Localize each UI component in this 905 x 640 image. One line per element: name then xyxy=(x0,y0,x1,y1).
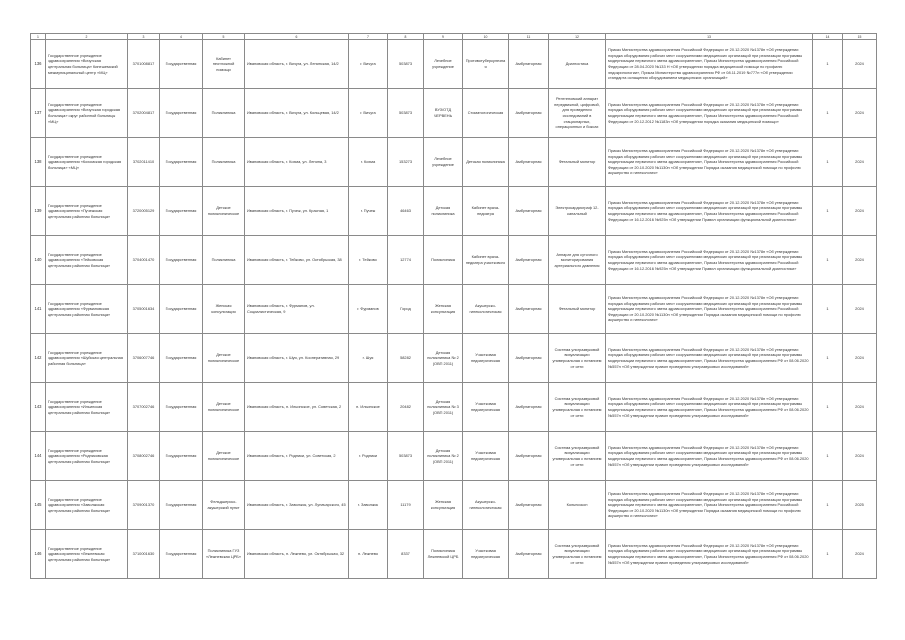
unit-cell: Лечебное учреждение xyxy=(424,40,463,89)
address-cell: Ивановская область, г. Заволжск, ул. Луначарского, 45 xyxy=(245,481,349,530)
profile-cell: Участковая педиатрическая xyxy=(463,334,509,383)
unit-cell: Поликлиника Лежневской ЦРБ xyxy=(424,530,463,579)
equipment-cell: Система ультразвуковой визуализации универсальная с питанием от сети xyxy=(549,530,606,579)
column-number: 4 xyxy=(160,34,203,40)
address-cell: Ивановская область, г. Тейково, ул. Октябрьская, 38 xyxy=(245,236,349,285)
institution-name-cell: Государственное учреждение здравоохранения «Лежневская центральная районная больница» xyxy=(46,530,128,579)
inn-cell: 3710001630 xyxy=(128,530,160,579)
unit-cell: ВУЗ/ОТД ЧЕРВЕНЬ xyxy=(424,89,463,138)
inn-cell: 3702011410 xyxy=(128,138,160,187)
year-cell: 2024 xyxy=(843,89,877,138)
address-cell: Ивановская область, г. Вичуга, ул. Кольцевая, 14/2 xyxy=(245,89,349,138)
row-number-cell: 136 xyxy=(31,40,46,89)
address-cell: Ивановская область, г. Вичуга, ул. Ленинская, 14/2 xyxy=(245,40,349,89)
profile-cell: Участковая педиатрическая xyxy=(463,530,509,579)
institution-name-cell: Государственное учреждение здравоохранения «Пучежская центральная районная больница» xyxy=(46,187,128,236)
settlement-cell: п. Ильинское xyxy=(349,383,388,432)
institution-name-cell: Государственное учреждение здравоохранения «Родниковская центральная районная больница» xyxy=(46,432,128,481)
profile-cell: Стоматологическая xyxy=(463,89,509,138)
column-number: 2 xyxy=(46,34,128,40)
department-kind-cell: Фельдшерско-акушерский пункт xyxy=(203,481,245,530)
inn-cell: 3701008817 xyxy=(128,40,160,89)
ownership-form-cell: Государственная xyxy=(160,285,203,334)
unit-cell: Детская поликлиника xyxy=(424,187,463,236)
year-cell: 2024 xyxy=(843,138,877,187)
equipment-cell: Фетальный монитор xyxy=(549,285,606,334)
care-type-cell: Амбулаторная xyxy=(509,89,549,138)
settlement-cell: г. Вичуга xyxy=(349,40,388,89)
quantity-cell: 1 xyxy=(813,383,843,432)
quantity-cell: 1 xyxy=(813,40,843,89)
equipment-cell: Система ультразвуковой визуализации универсальная с питанием от сети xyxy=(549,383,606,432)
table-row xyxy=(31,432,877,481)
legal-basis-cell: Приказ Министерства здравоохранения Российской Федерации от 20.12.2020 №1378н «Об утверждении порядка оборудования рабочих мест сооружениями медицинских организаций при реализации программы модернизации первичного звена здравоохранения», Приказ Министерства здравоохранения Российской Федерации от 20.12.2012 №1183н «Об утверждении порядка оказания медицинской помощи» xyxy=(606,89,813,138)
care-type-cell: Амбулаторная xyxy=(509,432,549,481)
institution-name-cell: Государственное учреждение здравоохранения «Кохомская городская больница» «МЦ» xyxy=(46,138,128,187)
column-number: 11 xyxy=(509,34,549,40)
address-cell: Ивановская область, г. Шуя, ул. Кооперативная, 29 xyxy=(245,334,349,383)
legal-basis-cell: Приказ Министерства здравоохранения Российской Федерации от 20.12.2020 №1378н «Об утверждении порядка оборудования рабочих мест сооружениями медицинских организаций при реализации программы модернизации первичного звена здравоохранения», Приказ Министерства здравоохранения Российской Федерации от 28.04.2020 №133 Н «Об утверждении порядка медицинской помощи по профилю эндокринологии», Приказ Министерства здравоохранения РФ от 08.11.2019 №777н «Об утверждении стандарта оснащения оборудованием медицинских организаций» xyxy=(606,40,813,89)
quantity-cell: 1 xyxy=(813,89,843,138)
inn-cell: 3706007746 xyxy=(128,334,160,383)
care-type-cell: Амбулаторная xyxy=(509,383,549,432)
table-row xyxy=(31,40,877,89)
table-row xyxy=(31,334,877,383)
year-cell: 2024 xyxy=(843,187,877,236)
legal-basis-cell: Приказ Министерства здравоохранения Российской Федерации от 20.12.2020 №1378н «Об утверждении порядка оборудования рабочих мест сооружениями медицинских организаций при реализации программы модернизации первичного звена здравоохранения», Приказ Министерства здравоохранения Российской Федерации от 20.10.2020 №1130н «Об утверждении Порядка оказания медицинской помощи по профилю акушерство и гинекология» xyxy=(606,481,813,530)
year-cell: 2024 xyxy=(843,432,877,481)
population-cell: 12774 xyxy=(388,236,424,285)
population-cell: Город xyxy=(388,285,424,334)
quantity-cell: 1 xyxy=(813,285,843,334)
population-cell: 153273 xyxy=(388,138,424,187)
table-row xyxy=(31,89,877,138)
column-number: 12 xyxy=(549,34,606,40)
institution-name-cell: Государственное учреждение здравоохранения «Вичугская городская больница» округ районной больницы «МЦ» xyxy=(46,89,128,138)
institution-name-cell: Государственное учреждение здравоохранения «Ильинская центральная районная больница» xyxy=(46,383,128,432)
quantity-cell: 1 xyxy=(813,481,843,530)
equipment-cell: Электрокардиограф 12-канальный xyxy=(549,187,606,236)
profile-cell: Кабинет врача-педиатра участкового xyxy=(463,236,509,285)
table-row xyxy=(31,383,877,432)
address-cell: Ивановская область, г. Родники, ул. Советская, 2 xyxy=(245,432,349,481)
department-kind-cell: Поликлиника ГУЗ «Лежневская ЦРБ» xyxy=(203,530,245,579)
table-row xyxy=(31,285,877,334)
population-cell: 503873 xyxy=(388,40,424,89)
institution-name-cell: Государственное учреждение здравоохранения «Заволжская центральная районная больница» xyxy=(46,481,128,530)
equipment-cell: Диагностика xyxy=(549,40,606,89)
ownership-form-cell: Государственная xyxy=(160,236,203,285)
ownership-form-cell: Государственная xyxy=(160,530,203,579)
year-cell: 2024 xyxy=(843,236,877,285)
column-number: 14 xyxy=(813,34,843,40)
population-cell: 8337 xyxy=(388,530,424,579)
ownership-form-cell: Государственная xyxy=(160,334,203,383)
department-kind-cell: Женская консультация xyxy=(203,285,245,334)
care-type-cell: Амбулаторная xyxy=(509,334,549,383)
legal-basis-cell: Приказ Министерства здравоохранения Российской Федерации от 20.12.2020 №1378н «Об утверждении порядка оборудования рабочих мест сооружениями медицинских организаций при реализации программы модернизации первичного звена здравоохранения», Приказ Министерства здравоохранения РФ от 08.06.2020 №557н «Об утверждении правил проведения ультразвуковых исследований» xyxy=(606,334,813,383)
table-row xyxy=(31,138,877,187)
row-number-cell: 138 xyxy=(31,138,46,187)
quantity-cell: 1 xyxy=(813,138,843,187)
settlement-cell: п. Лежнево xyxy=(349,530,388,579)
address-cell: Ивановская область, г. Кохма, ул. Ленина, 3 xyxy=(245,138,349,187)
population-cell: 503873 xyxy=(388,89,424,138)
equipment-register-table xyxy=(30,33,877,579)
address-cell: Ивановская область, п. Ильинское, ул. Советская, 2 xyxy=(245,383,349,432)
care-type-cell: Амбулаторная xyxy=(509,40,549,89)
year-cell: 2024 xyxy=(843,530,877,579)
ownership-form-cell: Государственная xyxy=(160,481,203,530)
year-cell: 2024 xyxy=(843,334,877,383)
ownership-form-cell: Государственная xyxy=(160,187,203,236)
legal-basis-cell: Приказ Министерства здравоохранения Российской Федерации от 20.12.2020 №1378н «Об утверждении порядка оборудования рабочих мест сооружениями медицинских организаций при реализации программы модернизации первичного звена здравоохранения», Приказ Министерства здравоохранения Российской Федерации от 20.10.2020 №1130н «Об утверждении Порядка оказания медицинской помощи по профилю акушерство и гинекология» xyxy=(606,285,813,334)
row-number-cell: 142 xyxy=(31,334,46,383)
department-kind-cell: Детское поликлиническое xyxy=(203,383,245,432)
quantity-cell: 1 xyxy=(813,530,843,579)
equipment-cell: Система ультразвуковой визуализации универсальная с питанием от сети xyxy=(549,334,606,383)
equipment-cell: Фетальный монитор xyxy=(549,138,606,187)
equipment-cell: Рентгеновский аппарат передвижной, цифровой, для проведения исследований в стационарных, операционных и боксах xyxy=(549,89,606,138)
profile-cell: Акушерско-гинекологическая xyxy=(463,285,509,334)
profile-cell: Детская поликлиника xyxy=(463,138,509,187)
row-number-cell: 146 xyxy=(31,530,46,579)
department-kind-cell: Детское поликлиническое xyxy=(203,432,245,481)
settlement-cell: г. Фурманов xyxy=(349,285,388,334)
care-type-cell: Амбулаторная xyxy=(509,285,549,334)
table-row xyxy=(31,481,877,530)
ownership-form-cell: Государственная xyxy=(160,383,203,432)
inn-cell: 3708002746 xyxy=(128,432,160,481)
settlement-cell: г. Шуя xyxy=(349,334,388,383)
legal-basis-cell: Приказ Министерства здравоохранения Российской Федерации от 20.12.2020 №1378н «Об утверждении порядка оборудования рабочих мест сооружениями медицинских организаций при реализации программы модернизации первичного звена здравоохранения», Приказ Министерства здравоохранения Российской Федерации от 20.10.2020 №1130н «Об утверждении Порядка оказания медицинской помощи по профилю акушерство и гинекология» xyxy=(606,138,813,187)
unit-cell: Лечебное учреждение xyxy=(424,138,463,187)
profile-cell: Кабинет врача-педиатра xyxy=(463,187,509,236)
profile-cell: Участковая педиатрическая xyxy=(463,432,509,481)
row-number-cell: 144 xyxy=(31,432,46,481)
column-number: 9 xyxy=(424,34,463,40)
row-number-cell: 137 xyxy=(31,89,46,138)
settlement-cell: г. Заволжск xyxy=(349,481,388,530)
legal-basis-cell: Приказ Министерства здравоохранения Российской Федерации от 20.12.2020 №1378н «Об утверждении порядка оборудования рабочих мест сооружениями медицинских организаций при реализации программы модернизации первичного звена здравоохранения», Приказ Министерства здравоохранения РФ от 08.06.2020 №557н «Об утверждении правил проведения ультразвуковых исследований» xyxy=(606,530,813,579)
address-cell: Ивановская область, г. Пучеж, ул. Красная, 1 xyxy=(245,187,349,236)
care-type-cell: Амбулаторная xyxy=(509,236,549,285)
inn-cell: 3720005129 xyxy=(128,187,160,236)
legal-basis-cell: Приказ Министерства здравоохранения Российской Федерации от 20.12.2020 №1378н «Об утверждении порядка оборудования рабочих мест сооружениями медицинских организаций при реализации программы модернизации первичного звена здравоохранения», Приказ Министерства здравоохранения РФ от 08.06.2020 №557н «Об утверждении правил проведения ультразвуковых исследований» xyxy=(606,383,813,432)
population-cell: 20482 xyxy=(388,383,424,432)
equipment-cell: Кольпоскоп xyxy=(549,481,606,530)
year-cell: 2024 xyxy=(843,40,877,89)
column-number: 1 xyxy=(31,34,46,40)
row-number-cell: 140 xyxy=(31,236,46,285)
institution-name-cell: Государственное учреждение здравоохранения «Фурмановская центральная районная больница» xyxy=(46,285,128,334)
unit-cell: Женская консультация xyxy=(424,481,463,530)
settlement-cell: г. Кохма xyxy=(349,138,388,187)
department-kind-cell: Поликлиника xyxy=(203,89,245,138)
care-type-cell: Амбулаторная xyxy=(509,187,549,236)
ownership-form-cell: Государственная xyxy=(160,40,203,89)
ownership-form-cell: Государственная xyxy=(160,138,203,187)
year-cell: 2025 xyxy=(843,481,877,530)
population-cell: 46463 xyxy=(388,187,424,236)
column-number: 6 xyxy=(245,34,349,40)
care-type-cell: Амбулаторная xyxy=(509,138,549,187)
inn-cell: 3702004817 xyxy=(128,89,160,138)
legal-basis-cell: Приказ Министерства здравоохранения Российской Федерации от 20.12.2020 №1378н «Об утверждении порядка оборудования рабочих мест сооружениями медицинских организаций при реализации программы модернизации первичного звена здравоохранения», Приказ Министерства здравоохранения РФ от 08.06.2020 №557н «Об утверждении правил проведения ультразвуковых исследований» xyxy=(606,432,813,481)
column-number: 3 xyxy=(128,34,160,40)
address-cell: Ивановская область, п. Лежнево, ул. Октябрьская, 32 xyxy=(245,530,349,579)
column-number: 8 xyxy=(388,34,424,40)
table-row xyxy=(31,236,877,285)
row-number-cell: 143 xyxy=(31,383,46,432)
inn-cell: 3707002746 xyxy=(128,383,160,432)
row-number-cell: 145 xyxy=(31,481,46,530)
inn-cell: 3709001370 xyxy=(128,481,160,530)
population-cell: 503873 xyxy=(388,432,424,481)
settlement-cell: г. Тейково xyxy=(349,236,388,285)
settlement-cell: г. Родники xyxy=(349,432,388,481)
unit-cell: Детская поликлиника № 3 (ОВП 2011) xyxy=(424,383,463,432)
table-row xyxy=(31,187,877,236)
quantity-cell: 1 xyxy=(813,334,843,383)
care-type-cell: Амбулаторная xyxy=(509,530,549,579)
legal-basis-cell: Приказ Министерства здравоохранения Российской Федерации от 20.12.2020 №1378н «Об утверждении порядка оборудования рабочих мест сооружениями медицинских организаций при реализации программы модернизации первичного звена здравоохранения», Приказ Министерства здравоохранения Российской Федерации от 16.12.2016 №925н «Об утверждении Правил организации функциональной диагностики» xyxy=(606,187,813,236)
inn-cell: 3705001634 xyxy=(128,285,160,334)
unit-cell: Детская поликлиника № 2 (ОВП 2011) xyxy=(424,334,463,383)
column-number: 10 xyxy=(463,34,509,40)
department-kind-cell: Поликлиника xyxy=(203,236,245,285)
inn-cell: 3704001470 xyxy=(128,236,160,285)
department-kind-cell: Детское поликлиническое xyxy=(203,187,245,236)
column-number: 13 xyxy=(606,34,813,40)
column-number: 15 xyxy=(843,34,877,40)
address-cell: Ивановская область, г. Фурманов, ул. Социалистическая, 9 xyxy=(245,285,349,334)
unit-cell: Поликлиника xyxy=(424,236,463,285)
institution-name-cell: Государственное учреждение здравоохранения «Тейковская центральная районная больница» xyxy=(46,236,128,285)
population-cell: 58282 xyxy=(388,334,424,383)
department-kind-cell: Кабинет неотложной помощи xyxy=(203,40,245,89)
settlement-cell: г. Пучеж xyxy=(349,187,388,236)
quantity-cell: 1 xyxy=(813,187,843,236)
unit-cell: Женская консультация xyxy=(424,285,463,334)
quantity-cell: 1 xyxy=(813,432,843,481)
equipment-cell: Аппарат для суточного мониторирования артериального давления xyxy=(549,236,606,285)
row-number-cell: 141 xyxy=(31,285,46,334)
profile-cell: Участковая педиатрическая xyxy=(463,383,509,432)
institution-name-cell: Государственное учреждение здравоохранения «Вичугская центральная больница» Кинешемский межмуниципальный центр «МЦ» xyxy=(46,40,128,89)
ownership-form-cell: Государственная xyxy=(160,89,203,138)
unit-cell: Детская поликлиника № 2 (ОВП 2011) xyxy=(424,432,463,481)
settlement-cell: г. Вичуга xyxy=(349,89,388,138)
department-kind-cell: Поликлиника xyxy=(203,138,245,187)
department-kind-cell: Детское поликлиническое xyxy=(203,334,245,383)
care-type-cell: Амбулаторная xyxy=(509,481,549,530)
column-number: 5 xyxy=(203,34,245,40)
table-row xyxy=(31,530,877,579)
population-cell: 11179 xyxy=(388,481,424,530)
quantity-cell: 1 xyxy=(813,236,843,285)
ownership-form-cell: Государственная xyxy=(160,432,203,481)
institution-name-cell: Государственное учреждение здравоохранения «Шуйская центральная районная больница» xyxy=(46,334,128,383)
year-cell: 2024 xyxy=(843,383,877,432)
legal-basis-cell: Приказ Министерства здравоохранения Российской Федерации от 20.12.2020 №1378н «Об утверждении порядка оборудования рабочих мест сооружениями медицинских организаций при реализации программы модернизации первичного звена здравоохранения», Приказ Министерства здравоохранения Российской Федерации от 16.12.2016 №925н «Об утверждении Правил организации функциональной диагностики» xyxy=(606,236,813,285)
profile-cell: Акушерско-гинекологическая xyxy=(463,481,509,530)
column-number: 7 xyxy=(349,34,388,40)
equipment-cell: Система ультразвуковой визуализации универсальная с питанием от сети xyxy=(549,432,606,481)
profile-cell: Противотуберкулезная xyxy=(463,40,509,89)
year-cell: 2024 xyxy=(843,285,877,334)
row-number-cell: 139 xyxy=(31,187,46,236)
table-body xyxy=(31,40,877,579)
